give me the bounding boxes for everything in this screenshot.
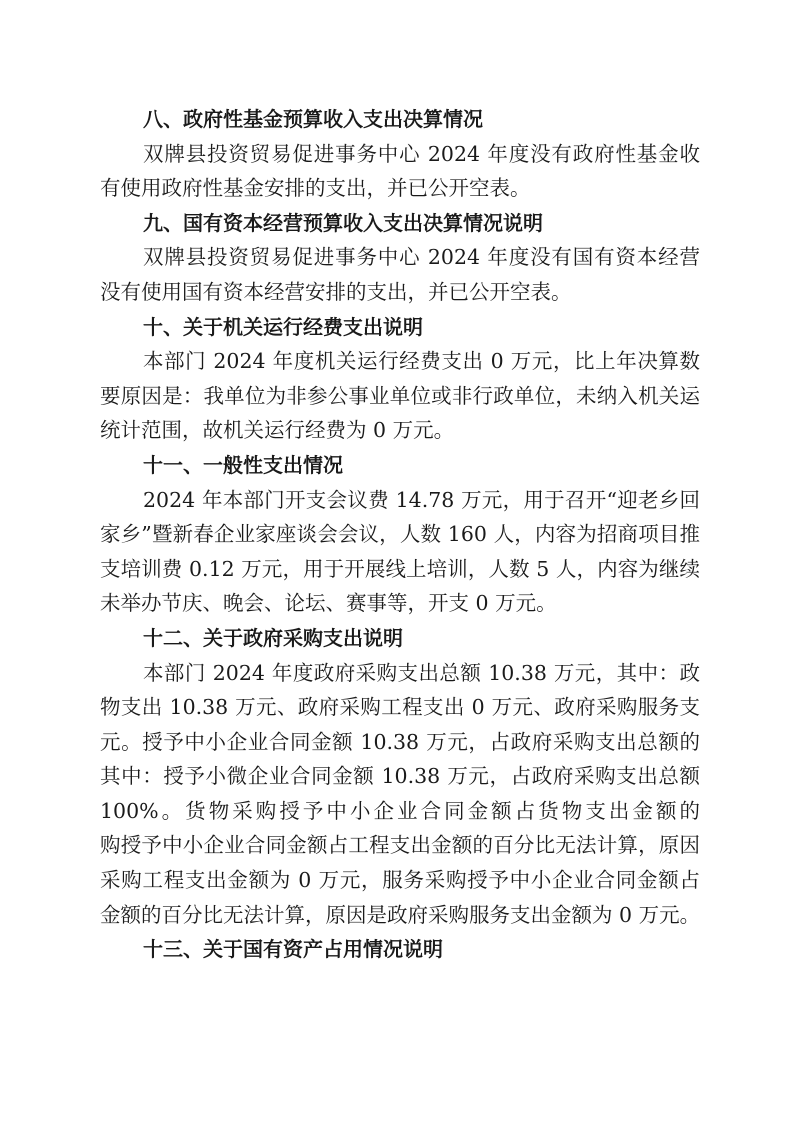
paragraph-line: 其中：授予小微企业合同金额 10.38 万元，占政府采购支出总额: [100, 764, 700, 789]
paragraph-line: 双牌县投资贸易促进事务中心 2024 年度没有政府性基金收: [143, 141, 700, 166]
paragraph-line: 未举办节庆、晚会、论坛、赛事等，开支 0 万元。: [100, 591, 557, 616]
paragraph-line: 物支出 10.38 万元、政府采购工程支出 0 万元、政府采购服务支: [100, 695, 700, 720]
paragraph-line: 采购工程支出金额为 0 万元，服务采购授予中小企业合同金额占: [100, 868, 700, 893]
paragraph-line: 本部门 2024 年度机关运行经费支出 0 万元，比上年决算数: [143, 349, 700, 374]
paragraph-line: 有使用政府性基金安排的支出，并已公开空表。: [100, 176, 531, 201]
document-page: [100, 102, 700, 967]
paragraph-line: 支培训费 0.12 万元，用于开展线上培训，人数 5 人，内容为继续: [100, 556, 700, 581]
section: [100, 206, 700, 310]
paragraph-line: 双牌县投资贸易促进事务中心 2024 年度没有国有资本经营: [143, 245, 700, 270]
paragraph-line: 统计范围，故机关运行经费为 0 万元。: [100, 418, 455, 443]
section-heading: 十二、关于政府采购支出说明: [143, 625, 403, 650]
paragraph-line: 没有使用国有资本经营安排的支出，并已公开空表。: [100, 279, 572, 304]
section: [100, 310, 700, 448]
paragraph-line: 100%。货物采购授予中小企业合同金额占货物支出金额的: [100, 798, 700, 823]
paragraph-line: 要原因是：我单位为非参公事业单位或非行政单位，未纳入机关运: [100, 383, 700, 408]
section-heading: 十一、一般性支出情况: [143, 452, 343, 477]
section-heading: 八、政府性基金预算收入支出决算情况: [143, 107, 483, 131]
section: [100, 448, 700, 621]
paragraph-line: 家乡”暨新春企业家座谈会会议，人数 160 人，内容为招商项目推: [100, 522, 700, 547]
section-heading: 十、关于机关运行经费支出说明: [143, 314, 423, 339]
section-heading: 九、国有资本经营预算收入支出决算情况说明: [143, 210, 543, 235]
section: [100, 621, 700, 932]
section: [100, 932, 700, 967]
paragraph-line: 金额的百分比无法计算，原因是政府采购服务支出金额为 0 万元。: [100, 902, 701, 927]
paragraph-line: 购授予中小企业合同金额占工程支出金额的百分比无法计算，原因: [100, 833, 700, 858]
section-heading: 十三、关于国有资产占用情况说明: [143, 937, 443, 962]
paragraph-line: 本部门 2024 年度政府采购支出总额 10.38 万元，其中：政: [143, 660, 700, 685]
paragraph-line: 2024 年本部门开支会议费 14.78 万元，用于召开“迎老乡回: [143, 487, 700, 512]
paragraph-line: 元。授予中小企业合同金额 10.38 万元，占政府采购支出总额的: [100, 729, 700, 754]
section: [100, 102, 700, 206]
